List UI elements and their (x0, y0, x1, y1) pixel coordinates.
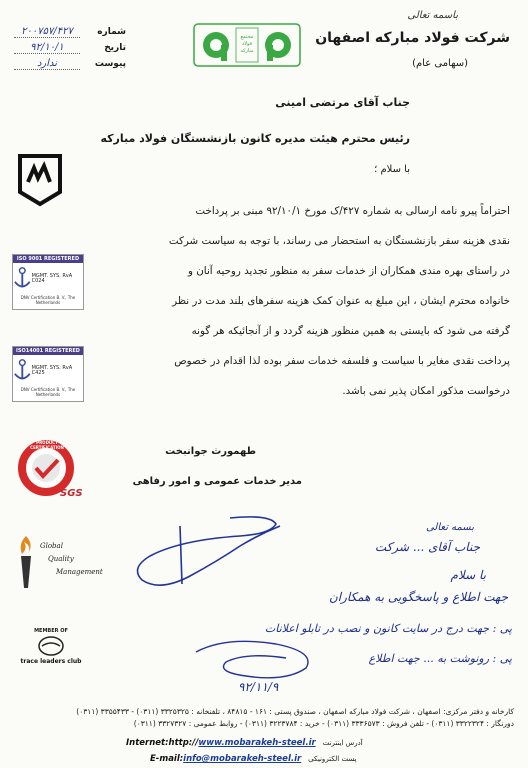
website-link[interactable]: www.mobarakeh-steel.ir (198, 738, 316, 748)
signer-title: مدیر خدمات عمومی و امور رفاهی (132, 476, 302, 487)
footer-email (150, 754, 357, 764)
body-line: نقدی هزینه سفر بازنشستگان به استحضار می رساند، با توجه به سیاست شرکت (168, 235, 510, 247)
gqm-line-2: Quality (48, 555, 74, 563)
meta-date-value: ۹۲/۱۰/۱ (14, 42, 80, 54)
company-name: شرکت فولاد مبارکه اصفهان (315, 30, 510, 46)
iso14001-code: MGMT. SYS. RvA C425 (31, 364, 73, 376)
sgs-certification-badge (14, 440, 88, 502)
company-type: (سهامی عام) (412, 58, 468, 69)
meta-attachment-label: پیوست (94, 59, 126, 69)
iso9001-badge (12, 254, 84, 310)
body-line: گرفته می شود که بایستی به همین منظور هزینه گردد و از آنجائیکه هر گونه (191, 325, 510, 337)
website-label: Internet:http:// (126, 738, 199, 748)
signature-scribble (120, 496, 290, 616)
iso14001-title: ISO14001 REGISTERED (13, 347, 83, 355)
torch-icon (14, 532, 38, 592)
iso9001-title: ISO 9001 REGISTERED (13, 255, 83, 263)
meta-date-row (6, 40, 126, 56)
iso14001-body (13, 355, 83, 387)
meta-number-label: شماره (97, 27, 126, 37)
iso9001-body (13, 263, 83, 295)
handwritten-note: جهت اطلاع و پاسخگویی به همکاران (328, 590, 508, 604)
anchor-icon (13, 358, 32, 384)
sgs-label: SGS (60, 488, 83, 499)
meta-number-row (6, 24, 126, 40)
gqm-line-3: Management (56, 568, 103, 576)
footer-website (126, 738, 363, 748)
tlc-label: trace leaders club (20, 658, 82, 665)
logo-text: مجتمع فولاد مبارکه (240, 34, 254, 54)
handwritten-note: جناب آقای ... شرکت (374, 540, 480, 554)
body-line: درخواست مذکور امکان پذیر نمی باشد. (342, 385, 510, 397)
greeting: با سلام ؛ (374, 164, 410, 175)
iso14001-badge (12, 346, 84, 402)
company-logo (188, 18, 306, 70)
footer-address (34, 706, 514, 730)
iso9001-foot: DNV Certification B. V., The Netherlands (20, 295, 76, 305)
iso9001-code: MGMT. SYS. RvA C024 (31, 272, 73, 284)
body-line: پرداخت نقدی مغایر با سیاست و فلسفه خدمات سفر بوده لذا اقدام در خصوص (174, 355, 510, 367)
email-label: E-mail: (150, 754, 184, 764)
signer-name: طهمورث جوانبخت (165, 446, 256, 457)
handwritten-date: ۹۲/۱۱/۹ (238, 680, 279, 694)
basmaleh: باسمه تعالی (407, 10, 458, 21)
recipient-name: جناب آقای مرتضی امینی (275, 96, 410, 109)
global-quality-management-badge (14, 532, 104, 592)
website-label-fa: آدرس اینترنت (322, 739, 363, 747)
gqm-line-1: Global (40, 542, 63, 550)
footer-line: دورنگار : ۳۳۲۲۳۲۴ (۰۳۱۱) - تلفن فروش : ۳۳۳۶۵۷۳ (۰۳۱۱) - خرید : ۳۲۲۳۷۸۴ (۰۳۱۱) - روابط عمومی : ۳۳۲۷۳۲۷ (۰۳۱۱) (133, 719, 514, 728)
body-line: خانواده محترم ایشان ، این مبلغ به عنوان کمک هزینه سفرهای بلند مدت در نظر (172, 295, 510, 307)
body-line: در راستای بهره مندی همکاران از خدمات سفر به منظور تجدید روحیه آنان و (188, 265, 510, 277)
handwritten-note: پی : رونوشت به ... جهت اطلاع (368, 652, 512, 665)
meta-attachment-value: ندارد (14, 58, 80, 70)
letter-body (110, 196, 510, 406)
trade-leaders-club-badge (16, 628, 86, 676)
body-line: احتراماً پیرو نامه ارسالی به شماره ۴۲۷/ک مورخ ۹۲/۱۰/۱ مبنی بر پرداخت (195, 205, 510, 217)
meta-number-value: ۲۰۰۷۵۷/۴۲۷ (14, 26, 80, 38)
meta-attachment-row (6, 56, 126, 72)
iranian-standard-icon (16, 152, 64, 208)
handshake-icon (16, 634, 86, 658)
email-link[interactable]: info@mobarakeh-steel.ir (183, 754, 302, 764)
recipient-title: رئیس محترم هیئت مدیره کانون بازنشستگان فولاد مبارکه (100, 132, 410, 145)
handwritten-note: بسمه تعالی (425, 522, 474, 533)
gqm-text (40, 540, 103, 579)
meta-date-label: تاریخ (104, 43, 126, 53)
handwritten-note: پی : جهت درج در سایت کانون و نصب در تابلو اعلانات (264, 622, 512, 635)
letter-meta (6, 24, 126, 72)
iso14001-foot: DNV Certification B. V., The Netherlands (20, 387, 76, 397)
email-label-fa: پست الکترونیکی (308, 755, 357, 763)
footer-line: کارخانه و دفتر مرکزی: اصفهان ، شرکت فولاد مبارکه اصفهان ، صندوق پستی : ۱۶۱ - ۸۴۸۱۵ ، تلفنخانه : ۳۳۲۵۳۲۵ (۰۳۱۱) - ۳۳۵۵۴۳۳ (۰۳۱۱) (76, 707, 514, 716)
anchor-icon (13, 266, 32, 292)
handwritten-note: با سلام (450, 568, 486, 582)
sgs-ring-text: PRODUCT CERTIFICATION (30, 440, 64, 450)
tlc-member-text: MEMBER OF (34, 628, 68, 634)
